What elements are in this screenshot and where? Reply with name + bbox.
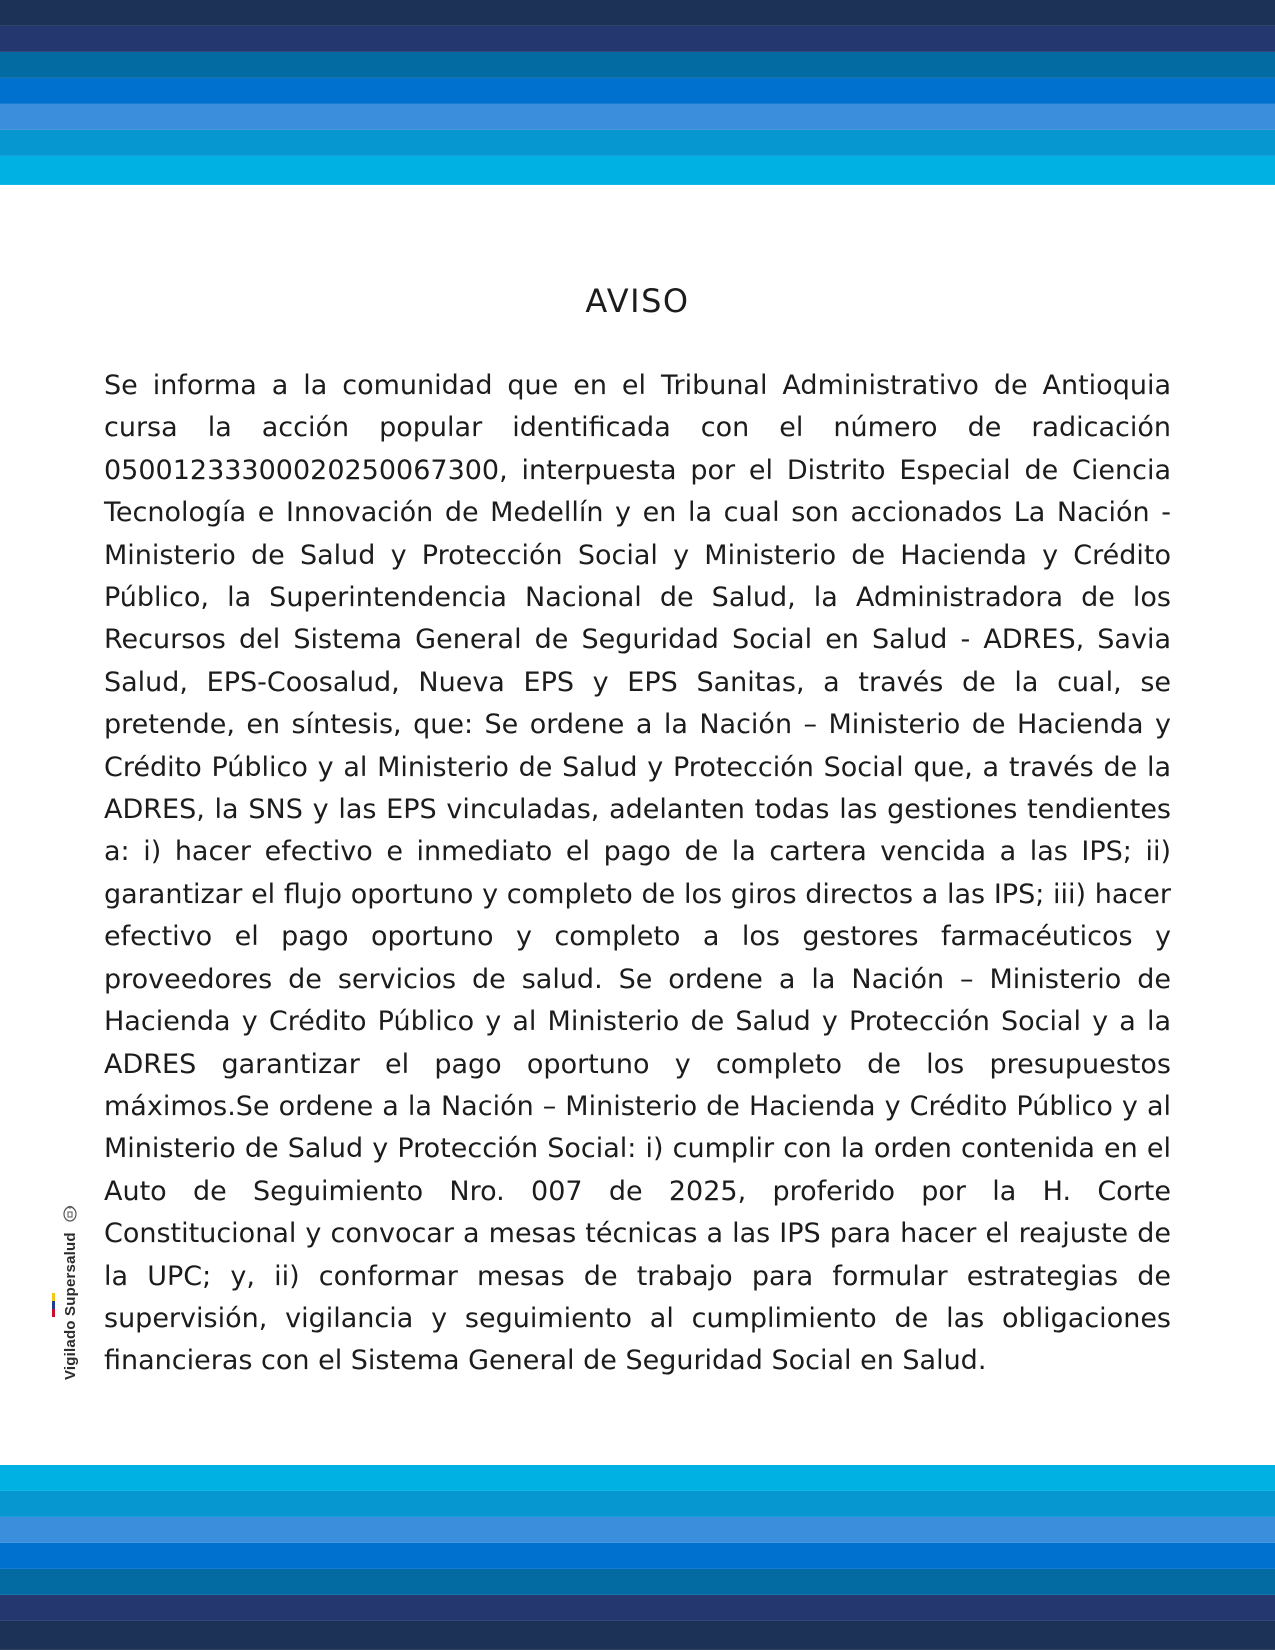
footer-stripe-5 xyxy=(0,1569,1275,1595)
footer-stripe-2 xyxy=(0,1491,1275,1517)
header-stripe-5 xyxy=(0,104,1275,130)
vigilado-supersalud-mark xyxy=(58,1206,82,1380)
header-stripe-4 xyxy=(0,78,1275,104)
colombia-seal-icon xyxy=(61,1203,79,1227)
header-stripe-7 xyxy=(0,156,1275,185)
vigilado-label: Vigilado Supersalud xyxy=(61,1232,79,1380)
colombia-flag-mark xyxy=(52,1293,55,1317)
header-stripe-3 xyxy=(0,52,1275,78)
footer-stripe-3 xyxy=(0,1517,1275,1543)
flag-blue xyxy=(52,1301,55,1309)
notice-title: AVISO xyxy=(585,282,690,320)
flag-yellow xyxy=(52,1293,55,1301)
footer-stripe-7 xyxy=(0,1621,1275,1650)
header-stripes xyxy=(0,0,1275,185)
header-stripe-2 xyxy=(0,26,1275,52)
footer-stripes xyxy=(0,1465,1275,1650)
notice-body: Se informa a la comunidad que en el Tribunal Administrativo de Antioquia cursa la acción popular identificada con el número de radicación 05001233300020250067300, interpuesta por el Distrito Especial de Ciencia Tecnología e Innovación de Medellín y en la cual son accionados La Nación - Ministerio de Salud y Protección Social y Ministerio de Hacienda y Crédito Público, la Superintendencia Nacional de Salud, la Administradora de los Recursos del Sistema General de Seguridad Social en Salud - ADRES, Savia Salud, EPS-Coosalud, Nueva EPS y EPS Sanitas, a través de la cual, se pretende, en síntesis, que: Se ordene a la Nación – Ministerio de Hacienda y Crédito Público y al Ministerio de Salud y Protección Social que, a través de la ADRES, la SNS y las EPS vinculadas, adelanten todas las gestiones tendientes a: i) hacer efectivo e inmediato el pago de la cartera vencida a las IPS; ii) garantizar el flujo oportuno y completo de los giros directos a las IPS; iii) hacer efectivo el pago oportuno y completo a los gestores farmacéuticos y proveedores de servicios de salud. Se ordene a la Nación – Ministerio de Hacienda y Crédito Público y al Ministerio de Salud y Protección Social y a la ADRES garantizar el pago oportuno y completo de los presupuestos máximos.Se ordene a la Nación – Ministerio de Hacienda y Crédito Público y al Ministerio de Salud y Protección Social: i) cumplir con la orden contenida en el Auto de Seguimiento Nro. 007 de 2025, proferido por la H. Corte Constitucional y convocar a mesas técnicas a las IPS para hacer el reajuste de la UPC; y, ii) conformar mesas de trabajo para formular estrategias de supervisión, vigilancia y seguimiento al cumplimiento de las obligaciones financieras con el Sistema General de Seguridad Social en Salud. xyxy=(104,370,1171,1377)
footer-stripe-4 xyxy=(0,1543,1275,1569)
header-stripe-6 xyxy=(0,130,1275,156)
header-stripe-1 xyxy=(0,0,1275,26)
flag-red xyxy=(52,1309,55,1317)
footer-stripe-1 xyxy=(0,1465,1275,1491)
footer-stripe-6 xyxy=(0,1595,1275,1621)
